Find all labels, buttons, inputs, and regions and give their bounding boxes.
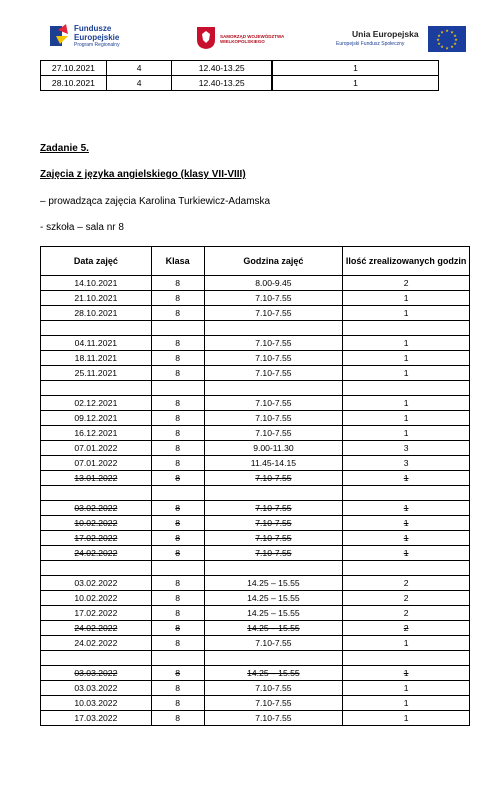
table-cell: 02.12.2021 <box>41 396 152 411</box>
table-cell: 24.02.2022 <box>41 546 152 561</box>
table-cell: 2 <box>343 591 470 606</box>
table-cell: 1 <box>343 681 470 696</box>
table-cell: 8 <box>151 576 204 591</box>
table-cell: 7.10-7.55 <box>204 516 343 531</box>
svg-text:★: ★ <box>445 28 449 33</box>
table-cell: 7.10-7.55 <box>204 366 343 381</box>
table-cell <box>41 381 152 396</box>
table-cell: 4 <box>106 61 172 76</box>
table-cell: 1 <box>343 546 470 561</box>
eu-subtitle: Europejski Fundusz Społeczny <box>336 41 405 47</box>
table-cell: 7.10-7.55 <box>204 426 343 441</box>
table-row <box>41 591 470 606</box>
table-cell <box>343 486 470 501</box>
table-cell: 10.02.2022 <box>41 591 152 606</box>
wielkopolska-logo <box>196 26 306 52</box>
table-row <box>41 61 439 76</box>
wlkp-text: SAMORZĄD WOJEWÓDZTWA WIELKOPOLSKIEGO <box>220 34 285 44</box>
table-cell <box>204 651 343 666</box>
table-row <box>41 306 470 321</box>
table-row <box>41 456 470 471</box>
table-cell: 7.10-7.55 <box>204 471 343 486</box>
table-cell: 3 <box>343 441 470 456</box>
table-row <box>41 606 470 621</box>
table-cell: 17.03.2022 <box>41 711 152 726</box>
table-cell: 1 <box>272 61 438 76</box>
table-row <box>41 276 470 291</box>
empty-row <box>41 486 470 501</box>
table-cell: 7.10-7.55 <box>204 411 343 426</box>
eu-logo <box>336 26 471 52</box>
table-row <box>41 441 470 456</box>
table-row <box>41 366 470 381</box>
table-row <box>41 411 470 426</box>
table-cell <box>343 321 470 336</box>
table-cell: 8 <box>151 366 204 381</box>
table-cell: 1 <box>343 501 470 516</box>
table-cell: 1 <box>343 366 470 381</box>
table-cell: 7.10-7.55 <box>204 681 343 696</box>
empty-row <box>41 321 470 336</box>
table-cell: 1 <box>343 351 470 366</box>
table-cell: 17.02.2022 <box>41 606 152 621</box>
table-cell: 7.10-7.55 <box>204 396 343 411</box>
svg-text:★: ★ <box>437 33 441 38</box>
header-class: Klasa <box>151 247 204 276</box>
table-cell: 8 <box>151 591 204 606</box>
table-cell: 7.10-7.55 <box>204 711 343 726</box>
table-row <box>41 636 470 651</box>
table-cell: 1 <box>343 636 470 651</box>
empty-row <box>41 561 470 576</box>
table-row <box>41 336 470 351</box>
table-cell: 8 <box>151 501 204 516</box>
table-cell: 7.10-7.55 <box>204 636 343 651</box>
table-cell: 07.01.2022 <box>41 456 152 471</box>
table-cell <box>41 486 152 501</box>
table-cell: 21.10.2021 <box>41 291 152 306</box>
table-cell: 16.12.2021 <box>41 426 152 441</box>
table-cell <box>343 381 470 396</box>
table-cell: 7.10-7.55 <box>204 531 343 546</box>
table-row <box>41 501 470 516</box>
table-cell: 9.00-11.30 <box>204 441 343 456</box>
table-row <box>41 471 470 486</box>
table-cell: 8 <box>151 636 204 651</box>
table-cell: 8 <box>151 606 204 621</box>
table-cell: 10.02.2022 <box>41 516 152 531</box>
svg-text:★: ★ <box>454 37 458 42</box>
svg-text:★: ★ <box>453 33 457 38</box>
table-cell: 12.40-13.25 <box>172 61 272 76</box>
table-cell: 27.10.2021 <box>41 61 107 76</box>
svg-text:★: ★ <box>437 41 441 46</box>
table-cell: 8 <box>151 336 204 351</box>
fe-star-icon <box>46 22 70 50</box>
table-row <box>41 396 470 411</box>
table-cell <box>151 651 204 666</box>
header-hours: Ilość zrealizowanych godzin <box>343 247 470 276</box>
eu-title: Unia Europejska <box>352 29 419 39</box>
table-row <box>41 546 470 561</box>
table-cell: 24.02.2022 <box>41 621 152 636</box>
fe-subtitle: Program Regionalny <box>74 42 120 48</box>
table-cell: 8 <box>151 471 204 486</box>
teacher-line: – prowadząca zajęcia Karolina Turkiewicz-Adamska <box>40 196 271 207</box>
table-cell: 8 <box>151 516 204 531</box>
task-title: Zadanie 5. <box>40 143 89 154</box>
table-cell <box>204 561 343 576</box>
table-cell: 28.10.2021 <box>41 76 107 91</box>
table-cell: 7.10-7.55 <box>204 546 343 561</box>
table-row <box>41 76 439 91</box>
table-cell: 10.03.2022 <box>41 696 152 711</box>
table-cell: 14.25 – 15.55 <box>204 606 343 621</box>
table-cell: 8 <box>151 441 204 456</box>
table-cell: 8 <box>151 396 204 411</box>
fundusze-europejskie-logo <box>46 22 156 54</box>
table-row <box>41 426 470 441</box>
table-cell: 25.11.2021 <box>41 366 152 381</box>
fe-title: Fundusze Europejskie <box>74 24 120 42</box>
table-cell: 8 <box>151 351 204 366</box>
schedule-table <box>40 246 470 726</box>
svg-text:★: ★ <box>453 41 457 46</box>
table-cell: 1 <box>343 411 470 426</box>
table-cell: 07.01.2022 <box>41 441 152 456</box>
table-cell: 8 <box>151 306 204 321</box>
table-cell: 8 <box>151 666 204 681</box>
table-cell: 14.25 – 15.55 <box>204 591 343 606</box>
table-cell: 2 <box>343 276 470 291</box>
table-cell: 8 <box>151 711 204 726</box>
table-cell: 8 <box>151 546 204 561</box>
eu-flag-icon <box>428 26 466 52</box>
table-cell: 14.25 – 15.55 <box>204 621 343 636</box>
table-cell <box>41 651 152 666</box>
table-cell: 2 <box>343 576 470 591</box>
svg-text:★: ★ <box>440 29 444 35</box>
table-cell: 1 <box>343 426 470 441</box>
table-cell: 1 <box>343 696 470 711</box>
table-cell: 28.10.2021 <box>41 306 152 321</box>
table-cell: 03.02.2022 <box>41 501 152 516</box>
table-cell: 8 <box>151 531 204 546</box>
table-cell: 8 <box>151 681 204 696</box>
table-cell: 2 <box>343 606 470 621</box>
table-cell: 7.10-7.55 <box>204 351 343 366</box>
table-cell: 8 <box>151 696 204 711</box>
svg-text:★: ★ <box>450 44 454 49</box>
eagle-shield-icon <box>196 26 216 50</box>
table-cell <box>151 381 204 396</box>
table-cell: 14.25 – 15.55 <box>204 576 343 591</box>
table-row <box>41 516 470 531</box>
table-cell: 17.02.2022 <box>41 531 152 546</box>
table-cell <box>41 561 152 576</box>
empty-row <box>41 651 470 666</box>
table-cell: 7.10-7.55 <box>204 291 343 306</box>
table-cell <box>151 321 204 336</box>
table-cell <box>41 321 152 336</box>
header-time: Godzina zajęć <box>204 247 343 276</box>
table-cell <box>343 561 470 576</box>
empty-row <box>41 381 470 396</box>
svg-text:★: ★ <box>450 29 454 35</box>
table-row <box>41 681 470 696</box>
table-cell: 8.00-9.45 <box>204 276 343 291</box>
table-cell <box>204 486 343 501</box>
table-cell: 7.10-7.55 <box>204 336 343 351</box>
table-row <box>41 666 470 681</box>
table-cell: 03.02.2022 <box>41 576 152 591</box>
table-row <box>41 291 470 306</box>
table-header-row <box>41 247 470 276</box>
table-cell: 14.10.2021 <box>41 276 152 291</box>
table-cell: 1 <box>343 291 470 306</box>
table-cell: 1 <box>343 516 470 531</box>
table-cell <box>204 321 343 336</box>
table-cell <box>151 486 204 501</box>
table-cell <box>343 651 470 666</box>
table-row <box>41 351 470 366</box>
table-cell: 4 <box>106 76 172 91</box>
table-cell: 13.01.2022 <box>41 471 152 486</box>
table-row <box>41 696 470 711</box>
svg-text:★: ★ <box>445 45 449 51</box>
svg-text:★: ★ <box>436 37 440 42</box>
table-cell: 1 <box>343 396 470 411</box>
table-cell: 8 <box>151 291 204 306</box>
header-date: Data zajęć <box>41 247 152 276</box>
table-cell: 1 <box>343 471 470 486</box>
table-cell: 8 <box>151 426 204 441</box>
table-cell: 3 <box>343 456 470 471</box>
table-cell: 1 <box>343 531 470 546</box>
header-logos <box>0 0 504 60</box>
subject-title: Zajęcia z języka angielskiego (klasy VII-VIII) <box>40 169 246 180</box>
table-cell: 1 <box>343 336 470 351</box>
table-row <box>41 576 470 591</box>
table-cell: 1 <box>343 306 470 321</box>
table-cell: 04.11.2021 <box>41 336 152 351</box>
location-line: - szkoła – sala nr 8 <box>40 222 124 233</box>
table-cell: 2 <box>343 621 470 636</box>
previous-schedule-table <box>40 60 439 91</box>
table-row <box>41 711 470 726</box>
table-cell: 14.25 – 15.55 <box>204 666 343 681</box>
table-row <box>41 531 470 546</box>
table-cell: 7.10-7.55 <box>204 696 343 711</box>
table-cell: 8 <box>151 411 204 426</box>
table-cell: 03.03.2022 <box>41 681 152 696</box>
table-cell: 1 <box>343 666 470 681</box>
table-cell: 7.10-7.55 <box>204 501 343 516</box>
svg-text:★: ★ <box>440 44 444 49</box>
table-cell: 24.02.2022 <box>41 636 152 651</box>
table-cell: 09.12.2021 <box>41 411 152 426</box>
table-cell: 1 <box>272 76 438 91</box>
table-cell: 18.11.2021 <box>41 351 152 366</box>
table-cell: 8 <box>151 456 204 471</box>
table-cell: 1 <box>343 711 470 726</box>
table-cell: 7.10-7.55 <box>204 306 343 321</box>
table-row <box>41 621 470 636</box>
table-cell: 8 <box>151 621 204 636</box>
table-cell <box>151 561 204 576</box>
table-cell: 03.03.2022 <box>41 666 152 681</box>
table-cell: 12.40-13.25 <box>172 76 272 91</box>
table-cell: 8 <box>151 276 204 291</box>
table-cell: 11.45-14.15 <box>204 456 343 471</box>
table-cell <box>204 381 343 396</box>
